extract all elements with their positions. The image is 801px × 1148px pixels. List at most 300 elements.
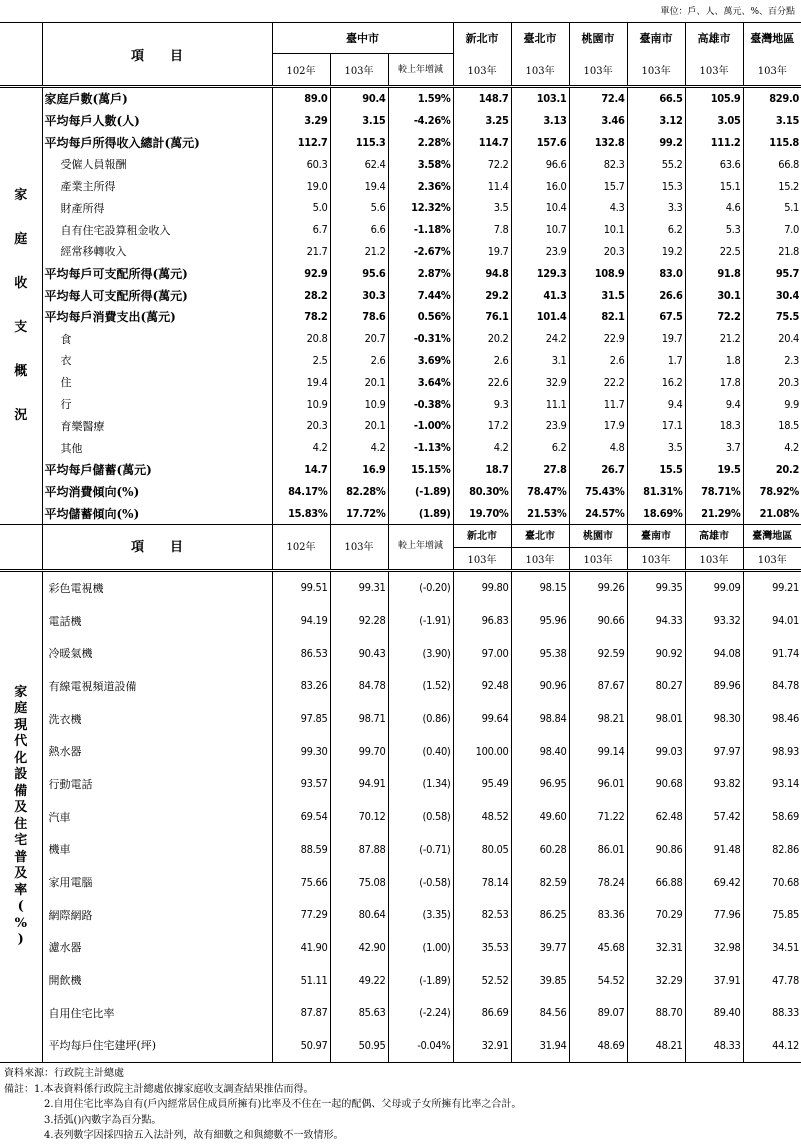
year-header: 102年 — [272, 54, 330, 87]
value-cell: -1.00% — [388, 415, 453, 437]
table-row — [0, 87, 801, 110]
value-cell: 15.3 — [627, 175, 685, 197]
year-header: 103年 — [511, 54, 569, 87]
value-cell: 4.2 — [330, 437, 388, 459]
value-cell: 10.9 — [272, 393, 330, 415]
value-cell: 30.3 — [330, 284, 388, 306]
value-cell: 4.2 — [453, 437, 511, 459]
value-cell: 11.1 — [511, 393, 569, 415]
value-cell: 75.85 — [772, 908, 799, 922]
note-1: 備註：1.本表資料係行政院主計總處依據家庭收支調查結果推估而得。 — [4, 1083, 314, 1095]
row-label: 平均每戶所得收入總計(萬元) — [42, 132, 272, 154]
value-cell: 2.5 — [272, 350, 330, 372]
value-cell: 19.5 — [685, 459, 743, 481]
value-cell: 92.48 — [453, 670, 511, 703]
value-cell: 16.9 — [330, 459, 388, 481]
value-cell: 5.6 — [330, 197, 388, 219]
value-cell: 10.9 — [330, 393, 388, 415]
value-cell: 17.8 — [685, 371, 743, 393]
value-cell: 0.56% — [388, 306, 453, 328]
value-cell: 20.3 — [272, 415, 330, 437]
row-label: 平均每人可支配所得(萬元) — [42, 284, 272, 306]
value-cell: 17.1 — [627, 415, 685, 437]
value-cell: 60.28 — [511, 833, 569, 866]
value-cell: 18.5 — [778, 419, 800, 433]
row-label: 電話機 — [42, 604, 272, 637]
value-cell: (1.00) — [388, 931, 453, 964]
value-cell: 5.3 — [685, 219, 743, 241]
section-title-char: 備 — [14, 783, 28, 799]
value-cell: 28.2 — [272, 284, 330, 306]
value-cell: 54.52 — [569, 964, 627, 997]
table-row — [0, 437, 801, 459]
year-header: 103年 — [757, 554, 787, 566]
value-cell: 22.5 — [685, 241, 743, 263]
value-cell: 9.3 — [453, 393, 511, 415]
value-cell: 83.36 — [569, 898, 627, 931]
value-cell: 32.29 — [627, 964, 685, 997]
value-cell: 86.69 — [453, 996, 511, 1029]
value-cell: 90.43 — [330, 637, 388, 670]
value-cell: 84.78 — [330, 670, 388, 703]
value-cell: 30.4 — [775, 288, 800, 302]
value-cell: 108.9 — [569, 262, 627, 284]
row-label: 經常移轉收入 — [42, 241, 272, 263]
value-cell: 2.6 — [453, 350, 511, 372]
value-cell: 24.57% — [569, 502, 627, 524]
value-cell: 48.33 — [685, 1029, 743, 1062]
table-row — [0, 931, 801, 964]
value-cell: 84.17% — [272, 480, 330, 502]
row-label: 洗衣機 — [42, 702, 272, 735]
section-title-char: ) — [17, 932, 24, 948]
value-cell: 51.11 — [272, 964, 330, 997]
table-row — [0, 502, 801, 524]
value-cell: 26.6 — [627, 284, 685, 306]
value-cell: 72.2 — [685, 306, 743, 328]
value-cell: 80.05 — [453, 833, 511, 866]
table-row — [0, 197, 801, 219]
section-title-char: 及 — [14, 866, 28, 882]
value-cell: 99.70 — [330, 735, 388, 768]
value-cell: 15.83% — [272, 502, 330, 524]
value-cell: 99.21 — [743, 570, 801, 604]
value-cell: 100.00 — [453, 735, 511, 768]
row-label: 熱水器 — [42, 735, 272, 768]
value-cell: 97.97 — [685, 735, 743, 768]
value-cell: 84.56 — [511, 996, 569, 1029]
value-cell: 62.48 — [627, 800, 685, 833]
value-cell: 31.5 — [569, 284, 627, 306]
table-row — [0, 328, 801, 350]
value-cell: 3.58% — [388, 153, 453, 175]
note-3: 3.括弧()內數字為百分點。 — [44, 1114, 162, 1126]
value-cell: 88.59 — [272, 833, 330, 866]
value-cell: 32.31 — [627, 931, 685, 964]
value-cell: 20.3 — [569, 241, 627, 263]
table-row — [0, 637, 801, 670]
year-header: 103年 — [511, 547, 569, 570]
value-cell: 5.0 — [272, 197, 330, 219]
value-cell: 78.2 — [272, 306, 330, 328]
value-cell: 22.2 — [569, 371, 627, 393]
value-cell: 87.67 — [569, 670, 627, 703]
table-row — [0, 306, 801, 328]
value-cell: 7.0 — [784, 223, 800, 237]
table-row — [0, 996, 801, 1029]
value-cell: 87.87 — [272, 996, 330, 1029]
value-cell: 62.4 — [330, 153, 388, 175]
header-corner — [0, 23, 42, 87]
value-cell: 103.1 — [511, 87, 569, 110]
value-cell: 77.29 — [272, 898, 330, 931]
value-cell: 95.49 — [453, 768, 511, 801]
value-cell: 86.01 — [569, 833, 627, 866]
year-header: 103年 — [627, 54, 685, 87]
value-cell: 18.3 — [685, 415, 743, 437]
value-cell: 72.4 — [569, 87, 627, 110]
row-label: 平均每戶可支配所得(萬元) — [42, 262, 272, 284]
city-header: 臺灣地區 — [743, 523, 801, 547]
value-cell: 98.84 — [511, 702, 569, 735]
value-cell: 49.22 — [330, 964, 388, 997]
value-cell: 89.96 — [685, 670, 743, 703]
value-cell: 20.1 — [330, 415, 388, 437]
table-row — [0, 110, 801, 132]
value-cell: 49.60 — [511, 800, 569, 833]
value-cell: 129.3 — [511, 262, 569, 284]
value-cell: 34.51 — [772, 940, 799, 954]
value-cell: 101.4 — [511, 306, 569, 328]
value-cell: 3.13 — [511, 110, 569, 132]
table-row — [0, 219, 801, 241]
value-cell: 94.01 — [772, 614, 799, 628]
value-cell: 114.7 — [453, 132, 511, 154]
item-header: 項 目 — [42, 523, 272, 570]
value-cell: 69.54 — [272, 800, 330, 833]
value-cell: 23.9 — [511, 241, 569, 263]
city-header: 高雄市 — [685, 23, 743, 54]
city-header: 臺南市 — [627, 523, 685, 547]
value-cell: 17.2 — [453, 415, 511, 437]
value-cell: 76.1 — [453, 306, 511, 328]
value-cell: 70.29 — [627, 898, 685, 931]
value-cell: 95.96 — [511, 604, 569, 637]
value-cell: (1.34) — [388, 768, 453, 801]
value-cell: 3.69% — [388, 350, 453, 372]
value-cell: 5.1 — [784, 201, 800, 215]
value-cell: 91.48 — [685, 833, 743, 866]
row-label: 住 — [42, 371, 272, 393]
table-row — [0, 153, 801, 175]
value-cell: 78.92% — [759, 484, 800, 498]
value-cell: 97.00 — [453, 637, 511, 670]
value-cell: (3.35) — [388, 898, 453, 931]
value-cell: 48.52 — [453, 800, 511, 833]
equipment-table — [0, 523, 801, 1063]
value-cell: 98.01 — [627, 702, 685, 735]
table-row — [0, 964, 801, 997]
value-cell: 99.35 — [627, 570, 685, 604]
value-cell: 82.53 — [453, 898, 511, 931]
value-cell: 3.5 — [627, 437, 685, 459]
value-cell: 80.30% — [453, 480, 511, 502]
value-cell: 89.40 — [685, 996, 743, 1029]
value-cell: 39.85 — [511, 964, 569, 997]
value-cell: 19.7 — [627, 328, 685, 350]
value-cell: 66.8 — [778, 157, 800, 171]
row-label: 濾水器 — [42, 931, 272, 964]
value-cell: (3.90) — [388, 637, 453, 670]
value-cell: 58.69 — [772, 810, 799, 824]
value-cell: 96.01 — [569, 768, 627, 801]
value-cell: 55.2 — [627, 153, 685, 175]
value-cell: 9.9 — [784, 397, 800, 411]
year-header: 103年 — [685, 547, 743, 570]
value-cell: 15.7 — [569, 175, 627, 197]
value-cell: 41.3 — [511, 284, 569, 306]
value-cell: 1.7 — [627, 350, 685, 372]
value-cell: 93.14 — [772, 777, 799, 791]
value-cell: 69.42 — [685, 866, 743, 899]
value-cell: 94.8 — [453, 262, 511, 284]
table-row — [0, 898, 801, 931]
section-title-char: 現 — [14, 717, 28, 733]
row-label: 有線電視頻道設備 — [42, 670, 272, 703]
item-header: 項 目 — [42, 23, 272, 87]
value-cell: 2.6 — [330, 350, 388, 372]
value-cell: 39.77 — [511, 931, 569, 964]
value-cell: 96.6 — [511, 153, 569, 175]
value-cell: 72.2 — [453, 153, 511, 175]
table-row — [0, 415, 801, 437]
value-cell: 99.64 — [453, 702, 511, 735]
value-cell: 24.2 — [511, 328, 569, 350]
value-cell: 82.1 — [569, 306, 627, 328]
value-cell: 11.4 — [453, 175, 511, 197]
city-header: 新北市 — [453, 523, 511, 547]
row-label: 平均每戶儲蓄(萬元) — [42, 459, 272, 481]
value-cell: 21.08% — [743, 502, 801, 524]
income-table — [0, 22, 801, 525]
value-cell: 94.08 — [685, 637, 743, 670]
value-cell: 94.33 — [627, 604, 685, 637]
change-header: 較上年增減 — [388, 523, 453, 570]
city-header: 臺南市 — [627, 23, 685, 54]
value-cell: 3.46 — [569, 110, 627, 132]
value-cell: 19.4 — [330, 175, 388, 197]
table-row — [0, 371, 801, 393]
row-label: 彩色電視機 — [42, 570, 272, 604]
value-cell: 829.0 — [743, 87, 801, 110]
value-cell: 89.07 — [569, 996, 627, 1029]
value-cell: 157.6 — [511, 132, 569, 154]
value-cell: 148.7 — [453, 87, 511, 110]
value-cell: 14.7 — [272, 459, 330, 481]
value-cell: 75.43% — [569, 480, 627, 502]
value-cell: -0.31% — [388, 328, 453, 350]
value-cell: -1.18% — [388, 219, 453, 241]
value-cell: 3.05 — [685, 110, 743, 132]
value-cell: 96.95 — [511, 768, 569, 801]
value-cell: 7.44% — [388, 284, 453, 306]
row-label: 平均每戶住宅建坪(坪) — [42, 1029, 272, 1062]
year-header: 103年 — [743, 54, 801, 87]
value-cell: 21.8 — [778, 244, 800, 258]
value-cell: (0.58) — [388, 800, 453, 833]
value-cell: 26.7 — [569, 459, 627, 481]
value-cell: 20.3 — [778, 375, 800, 389]
section-title-char: % — [14, 915, 27, 931]
value-cell: 88.70 — [627, 996, 685, 1029]
value-cell: 4.8 — [569, 437, 627, 459]
table-row — [0, 570, 801, 604]
value-cell: 95.38 — [511, 637, 569, 670]
year-header: 103年 — [627, 547, 685, 570]
value-cell: 16.2 — [627, 371, 685, 393]
value-cell: 3.15 — [330, 110, 388, 132]
value-cell: 89.0 — [272, 87, 330, 110]
value-cell: 66.5 — [627, 87, 685, 110]
section-title-equipment — [0, 570, 42, 1062]
value-cell: 132.8 — [569, 132, 627, 154]
section-title-char: 率 — [14, 882, 28, 898]
value-cell: 41.90 — [272, 931, 330, 964]
section-title-char: 概 — [14, 363, 28, 379]
value-cell: 7.8 — [453, 219, 511, 241]
value-cell: 3.25 — [453, 110, 511, 132]
row-label: 自有住宅設算租金收入 — [42, 219, 272, 241]
value-cell: 86.53 — [272, 637, 330, 670]
value-cell: 94.91 — [330, 768, 388, 801]
value-cell: 92.9 — [272, 262, 330, 284]
value-cell: 10.7 — [511, 219, 569, 241]
section-title-char: ( — [17, 899, 24, 915]
table-row — [0, 393, 801, 415]
value-cell: 27.8 — [511, 459, 569, 481]
value-cell: 78.24 — [569, 866, 627, 899]
value-cell: 22.9 — [569, 328, 627, 350]
table-row — [0, 480, 801, 502]
section-title-char: 支 — [14, 319, 28, 335]
value-cell: 84.78 — [772, 679, 799, 693]
value-cell: 70.12 — [330, 800, 388, 833]
value-cell: 21.7 — [272, 241, 330, 263]
value-cell: 99.09 — [685, 570, 743, 604]
value-cell: 1.59% — [388, 87, 453, 110]
value-cell: 21.53% — [511, 502, 569, 524]
value-cell: 21.29% — [685, 502, 743, 524]
row-label: 平均儲蓄傾向(%) — [42, 502, 272, 524]
section-title-char: 宅 — [14, 833, 28, 849]
table-row — [0, 702, 801, 735]
change-header: 較上年增減 — [388, 54, 453, 87]
footer-notes — [4, 1066, 521, 1144]
section-title-char: 家 — [14, 187, 28, 203]
value-cell: 66.88 — [627, 866, 685, 899]
table-row — [0, 284, 801, 306]
value-cell: 86.25 — [511, 898, 569, 931]
value-cell: 6.7 — [272, 219, 330, 241]
value-cell: 99.31 — [330, 570, 388, 604]
value-cell: 3.3 — [627, 197, 685, 219]
value-cell: 98.46 — [772, 712, 799, 726]
value-cell: 91.74 — [772, 646, 799, 660]
value-cell: 80.27 — [627, 670, 685, 703]
value-cell: 18.7 — [453, 459, 511, 481]
year-header: 103年 — [569, 547, 627, 570]
value-cell: 90.96 — [511, 670, 569, 703]
year-header: 103年 — [569, 54, 627, 87]
value-cell: (0.86) — [388, 702, 453, 735]
value-cell: 93.32 — [685, 604, 743, 637]
section-title-char: 普 — [14, 849, 28, 865]
value-cell: 83.26 — [272, 670, 330, 703]
value-cell: 37.91 — [685, 964, 743, 997]
value-cell: 17.72% — [330, 502, 388, 524]
value-cell: 105.9 — [685, 87, 743, 110]
value-cell: 15.2 — [778, 179, 800, 193]
value-cell: 19.4 — [272, 371, 330, 393]
table-row — [0, 459, 801, 481]
value-cell: 98.15 — [511, 570, 569, 604]
value-cell: 20.1 — [330, 371, 388, 393]
row-label: 家庭戶數(萬戶) — [42, 87, 272, 110]
value-cell: 78.14 — [453, 866, 511, 899]
value-cell: 94.19 — [272, 604, 330, 637]
value-cell: 99.51 — [272, 570, 330, 604]
value-cell: 85.63 — [330, 996, 388, 1029]
value-cell: 48.69 — [569, 1029, 627, 1062]
value-cell: 52.52 — [453, 964, 511, 997]
year-header: 102年 — [272, 523, 330, 570]
value-cell: 35.53 — [453, 931, 511, 964]
value-cell: 4.6 — [685, 197, 743, 219]
taichung-header: 臺中市 — [272, 23, 453, 54]
value-cell: 99.26 — [569, 570, 627, 604]
section-title-char: 住 — [14, 816, 28, 832]
table-row — [0, 735, 801, 768]
table-row — [0, 1029, 801, 1062]
value-cell: 2.6 — [569, 350, 627, 372]
value-cell: 16.0 — [511, 175, 569, 197]
row-label: 家用電腦 — [42, 866, 272, 899]
value-cell: 45.68 — [569, 931, 627, 964]
value-cell: 88.33 — [772, 1006, 799, 1020]
value-cell: 82.28% — [330, 480, 388, 502]
value-cell: 92.59 — [569, 637, 627, 670]
section-title-char: 收 — [14, 275, 28, 291]
row-label: 行 — [42, 393, 272, 415]
value-cell: 48.21 — [627, 1029, 685, 1062]
value-cell: -2.67% — [388, 241, 453, 263]
value-cell: 93.82 — [685, 768, 743, 801]
value-cell: 3.15 — [775, 114, 800, 128]
city-header: 新北市 — [453, 23, 511, 54]
value-cell: 10.4 — [511, 197, 569, 219]
value-cell: 31.94 — [511, 1029, 569, 1062]
value-cell: 21.2 — [330, 241, 388, 263]
value-cell: 47.78 — [772, 973, 799, 987]
value-cell: 20.7 — [330, 328, 388, 350]
value-cell: (1.52) — [388, 670, 453, 703]
row-label: 衣 — [42, 350, 272, 372]
table-row — [0, 833, 801, 866]
value-cell: 115.3 — [330, 132, 388, 154]
value-cell: 78.47% — [511, 480, 569, 502]
table-row — [0, 800, 801, 833]
note-4: 4.表列數字因採四捨五入法計列，故有細數之和與總數不一致情形。 — [44, 1130, 344, 1141]
